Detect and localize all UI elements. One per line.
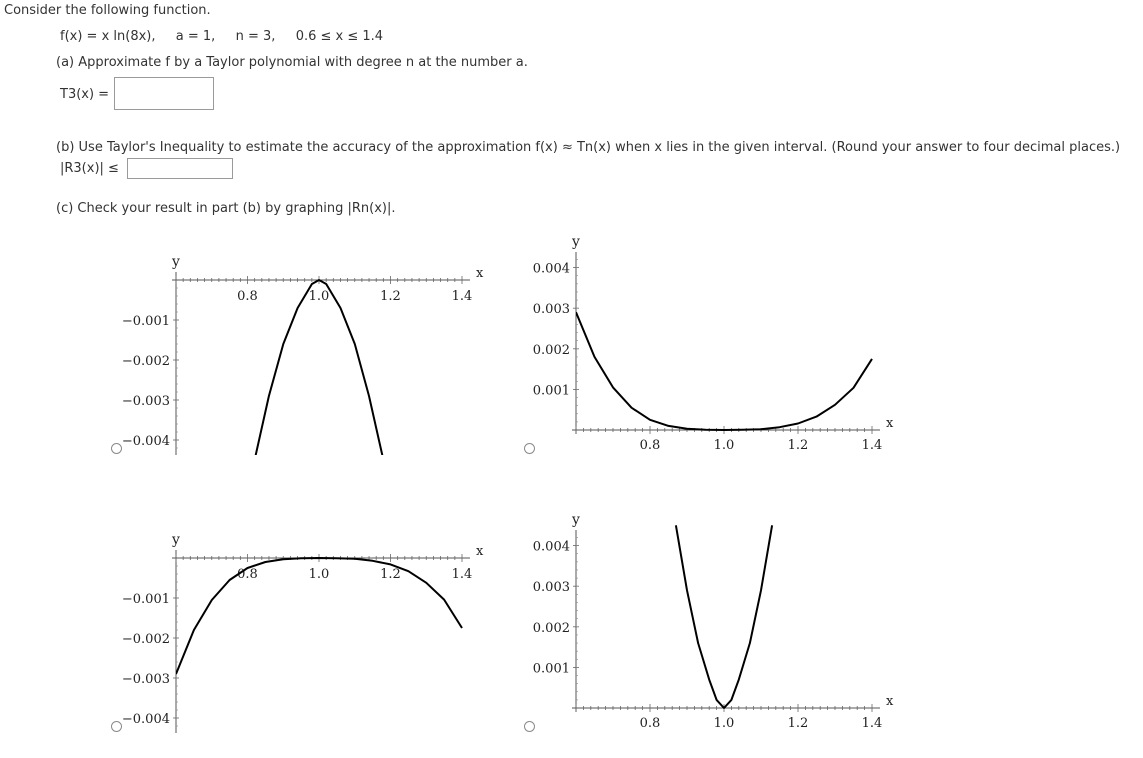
y-tick-label: 0.002 bbox=[532, 620, 570, 636]
y-axis-label: y bbox=[572, 234, 580, 250]
x-tick-label: 1.0 bbox=[713, 716, 735, 731]
y-tick-label: −0.004 bbox=[121, 434, 170, 449]
axes bbox=[572, 530, 880, 712]
y-tick-label: −0.004 bbox=[121, 712, 170, 727]
x-tick-label: 1.0 bbox=[713, 438, 735, 453]
y-tick-label: 0.002 bbox=[532, 342, 570, 358]
choice-3-radio[interactable] bbox=[111, 721, 122, 732]
function-definition bbox=[60, 29, 383, 44]
function-fx: f(x) = x ln(8x), bbox=[60, 29, 156, 44]
choice-4-radio[interactable] bbox=[524, 721, 535, 732]
x-tick-label: 1.4 bbox=[861, 438, 883, 453]
x-tick-label: 1.2 bbox=[380, 567, 401, 582]
x-tick-label: 1.4 bbox=[861, 716, 883, 731]
x-tick-label: 1.0 bbox=[308, 567, 330, 582]
x-axis-label: x bbox=[476, 544, 484, 559]
series-curve bbox=[576, 312, 872, 430]
y-tick-label: −0.003 bbox=[121, 394, 170, 409]
y-tick-label: 0.003 bbox=[532, 580, 570, 596]
x-tick-label: 0.8 bbox=[639, 438, 661, 453]
x-tick-label: 1.2 bbox=[787, 716, 809, 731]
graph-option-1 bbox=[110, 240, 510, 480]
y-axis-label: y bbox=[572, 512, 580, 528]
part-b-label: |R3(x)| ≤ bbox=[60, 161, 119, 176]
y-tick-label: 0.004 bbox=[532, 261, 570, 277]
x-tick-label: 0.8 bbox=[237, 289, 258, 304]
y-axis-label: y bbox=[172, 254, 180, 270]
remainder-bound-input[interactable] bbox=[127, 158, 233, 179]
y-tick-label: −0.003 bbox=[121, 672, 170, 687]
x-axis-label: x bbox=[476, 266, 484, 281]
intro-text: Consider the following function. bbox=[4, 3, 211, 18]
x-axis-label: x bbox=[886, 416, 894, 431]
x-axis-label: x bbox=[886, 694, 894, 709]
part-b-text: (b) Use Taylor's Inequality to estimate the accuracy of the approximation f(x) ≈ Tn(x) when x lies in the given interval. (Round your answer to four decimal places.) bbox=[56, 140, 1121, 155]
part-a-label: T3(x) = bbox=[60, 87, 110, 102]
choice-2-radio[interactable] bbox=[524, 443, 535, 454]
y-tick-label: −0.002 bbox=[121, 354, 170, 369]
y-tick-label: 0.001 bbox=[532, 383, 570, 399]
x-tick-label: 1.0 bbox=[308, 289, 330, 304]
x-tick-label: 1.4 bbox=[451, 567, 473, 582]
graph-option-2 bbox=[520, 220, 920, 460]
y-tick-label: 0.003 bbox=[532, 302, 570, 318]
series-curve bbox=[255, 280, 384, 460]
x-tick-label: 1.4 bbox=[451, 289, 473, 304]
x-tick-label: 1.2 bbox=[787, 438, 809, 453]
x-tick-label: 0.8 bbox=[237, 567, 258, 582]
part-a-text: (a) Approximate f by a Taylor polynomial with degree n at the number a. bbox=[56, 55, 528, 70]
graph-option-4 bbox=[520, 498, 920, 738]
x-tick-label: 1.2 bbox=[380, 289, 401, 304]
y-tick-label: 0.001 bbox=[532, 661, 570, 677]
y-tick-label: −0.001 bbox=[121, 592, 170, 607]
y-tick-label: −0.001 bbox=[121, 314, 170, 329]
series-curve bbox=[676, 525, 772, 708]
part-c-text: (c) Check your result in part (b) by graphing |Rn(x)|. bbox=[56, 201, 396, 216]
y-tick-label: −0.002 bbox=[121, 632, 170, 647]
y-tick-label: 0.004 bbox=[532, 539, 570, 555]
function-interval: 0.6 ≤ x ≤ 1.4 bbox=[295, 29, 384, 44]
y-axis-label: y bbox=[172, 532, 180, 548]
choice-1-radio[interactable] bbox=[111, 443, 122, 454]
function-a: a = 1, bbox=[175, 29, 216, 44]
graph-option-3 bbox=[110, 518, 510, 758]
x-tick-label: 0.8 bbox=[639, 716, 661, 731]
taylor-polynomial-input[interactable] bbox=[114, 77, 214, 110]
function-n: n = 3, bbox=[235, 29, 276, 44]
